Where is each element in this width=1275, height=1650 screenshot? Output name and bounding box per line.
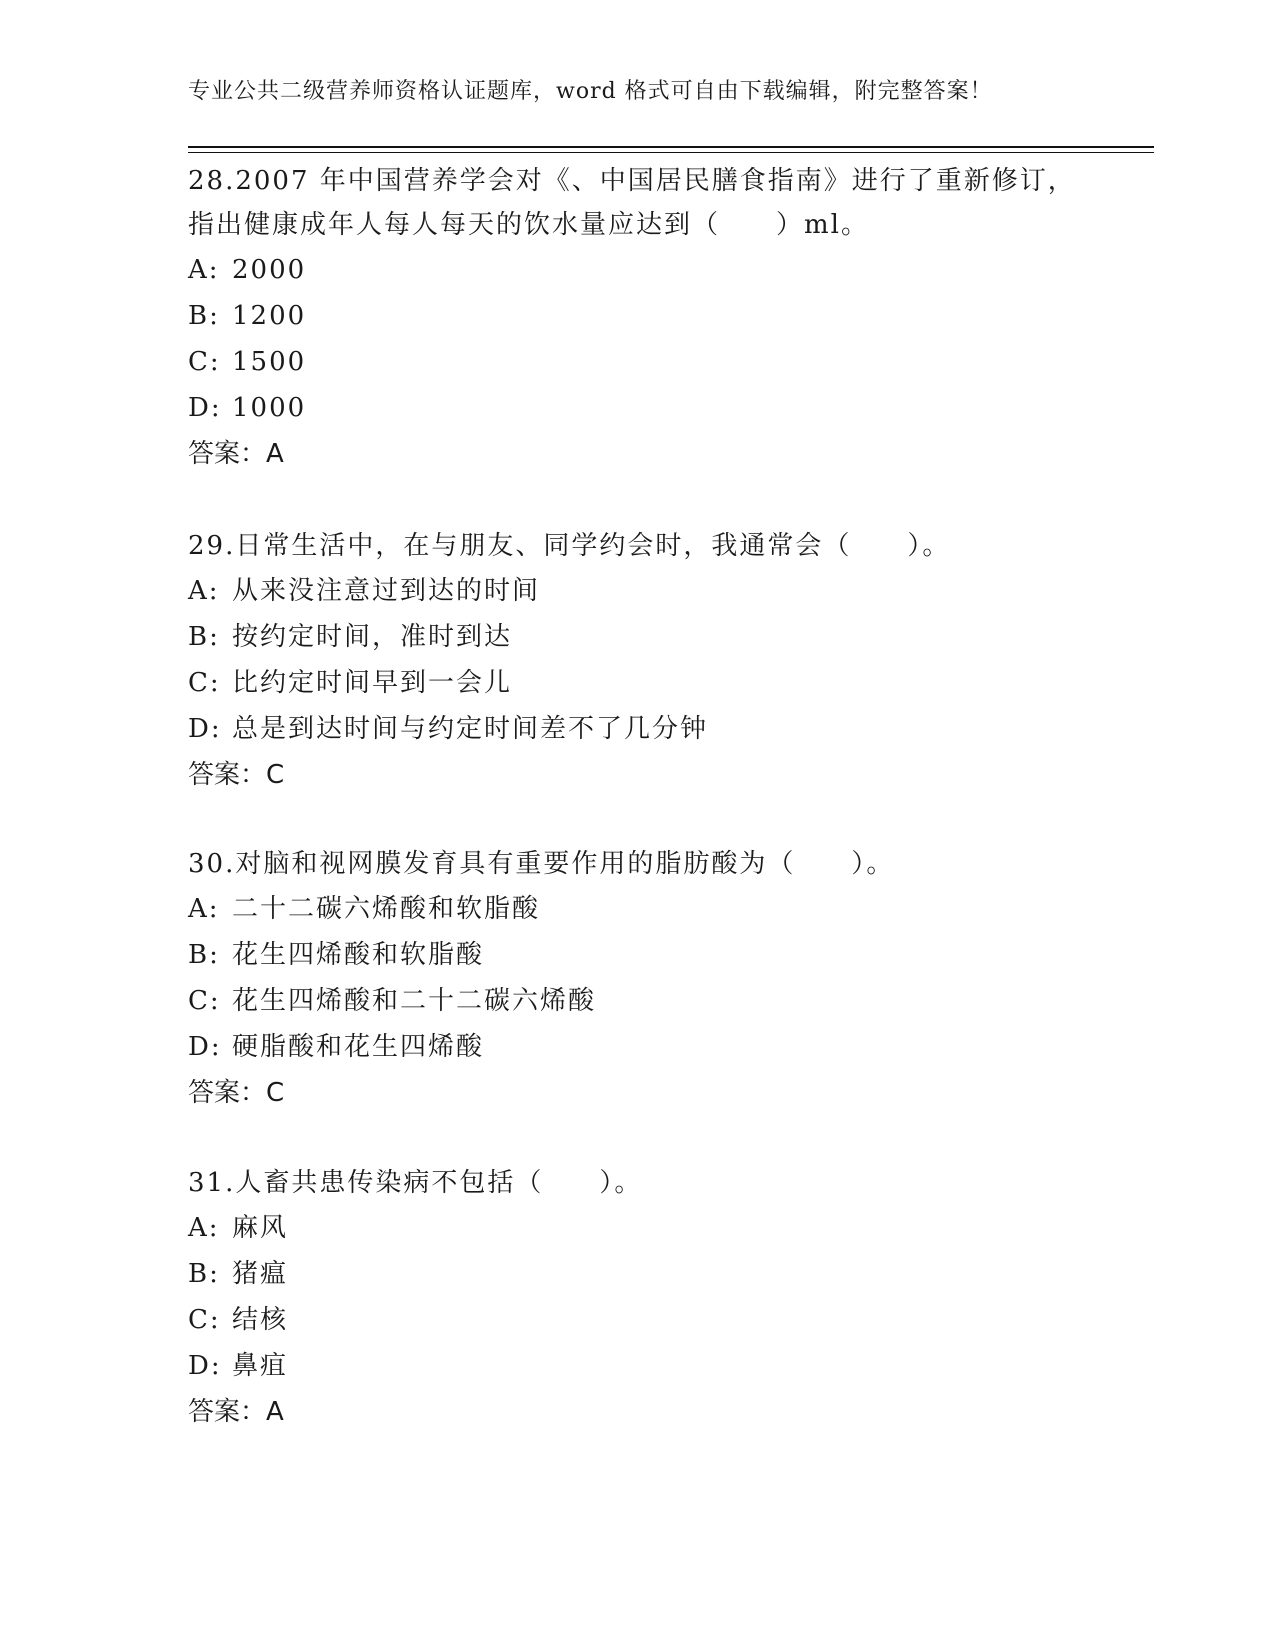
question-stem-line: 指出健康成年人每人每天的饮水量应达到（ ）ml。 (188, 210, 869, 240)
option-a (188, 886, 1154, 932)
option-b (188, 293, 1154, 339)
option-text: 麻风 (232, 1213, 289, 1243)
option-text: 从来没注意过到达的时间 (232, 576, 541, 606)
option-b (188, 932, 1154, 978)
question-stem-line: 30.对脑和视网膜发育具有重要作用的脂肪酸为（ ）。 (188, 849, 895, 879)
option-text: 2000 (232, 255, 307, 285)
option-c (188, 978, 1154, 1024)
option-d (188, 1024, 1154, 1070)
page-header: 专业公共二级营养师资格认证题库，word 格式可自由下载编辑，附完整答案！ (188, 79, 993, 104)
question-30 (188, 842, 1154, 1116)
option-key: D: (188, 1351, 222, 1381)
option-text: 硬脂酸和花生四烯酸 (232, 1032, 485, 1062)
option-text: 1200 (232, 301, 307, 331)
question-29 (188, 524, 1154, 798)
option-key: A: (188, 255, 220, 285)
option-text: 结核 (232, 1305, 289, 1335)
option-text: 总是到达时间与约定时间差不了几分钟 (232, 714, 709, 744)
option-c (188, 1297, 1154, 1343)
option-text: 花生四烯酸和软脂酸 (232, 940, 485, 970)
option-key: B: (188, 1259, 220, 1289)
option-key: B: (188, 301, 220, 331)
option-key: C: (188, 668, 221, 698)
option-key: D: (188, 714, 222, 744)
option-key: A: (188, 576, 220, 606)
option-key: C: (188, 986, 221, 1016)
option-key: D: (188, 1032, 222, 1062)
question-28 (188, 159, 1154, 477)
option-text: 1000 (232, 393, 307, 423)
option-a (188, 247, 1154, 293)
option-key: A: (188, 1213, 220, 1243)
option-text: 按约定时间，准时到达 (232, 622, 513, 652)
option-text: 鼻疽 (232, 1351, 289, 1381)
question-stem-line: 31.人畜共患传染病不包括（ ）。 (188, 1168, 643, 1198)
answer-line: 答案：A (188, 1397, 284, 1427)
option-key: A: (188, 894, 220, 924)
option-key: D: (188, 393, 222, 423)
option-text: 比约定时间早到一会儿 (232, 668, 513, 698)
header-rule (188, 146, 1154, 153)
option-c (188, 339, 1154, 385)
question-stem-line: 28.2007 年中国营养学会对《、中国居民膳食指南》进行了重新修订， (188, 166, 1076, 196)
option-text: 花生四烯酸和二十二碳六烯酸 (232, 986, 597, 1016)
option-d (188, 706, 1154, 752)
option-text: 猪瘟 (232, 1259, 289, 1289)
option-key: C: (188, 1305, 221, 1335)
answer-line: 答案：C (188, 1078, 285, 1108)
answer-line: 答案：C (188, 760, 285, 790)
option-d (188, 385, 1154, 431)
question-31 (188, 1161, 1154, 1435)
answer-line: 答案：A (188, 439, 284, 469)
option-key: B: (188, 622, 220, 652)
option-d (188, 1343, 1154, 1389)
option-a (188, 568, 1154, 614)
option-key: B: (188, 940, 220, 970)
option-b (188, 614, 1154, 660)
question-stem-line: 29.日常生活中，在与朋友、同学约会时，我通常会（ ）。 (188, 531, 951, 561)
option-key: C: (188, 347, 221, 377)
option-text: 1500 (232, 347, 307, 377)
option-text: 二十二碳六烯酸和软脂酸 (232, 894, 541, 924)
option-b (188, 1251, 1154, 1297)
option-c (188, 660, 1154, 706)
option-a (188, 1205, 1154, 1251)
